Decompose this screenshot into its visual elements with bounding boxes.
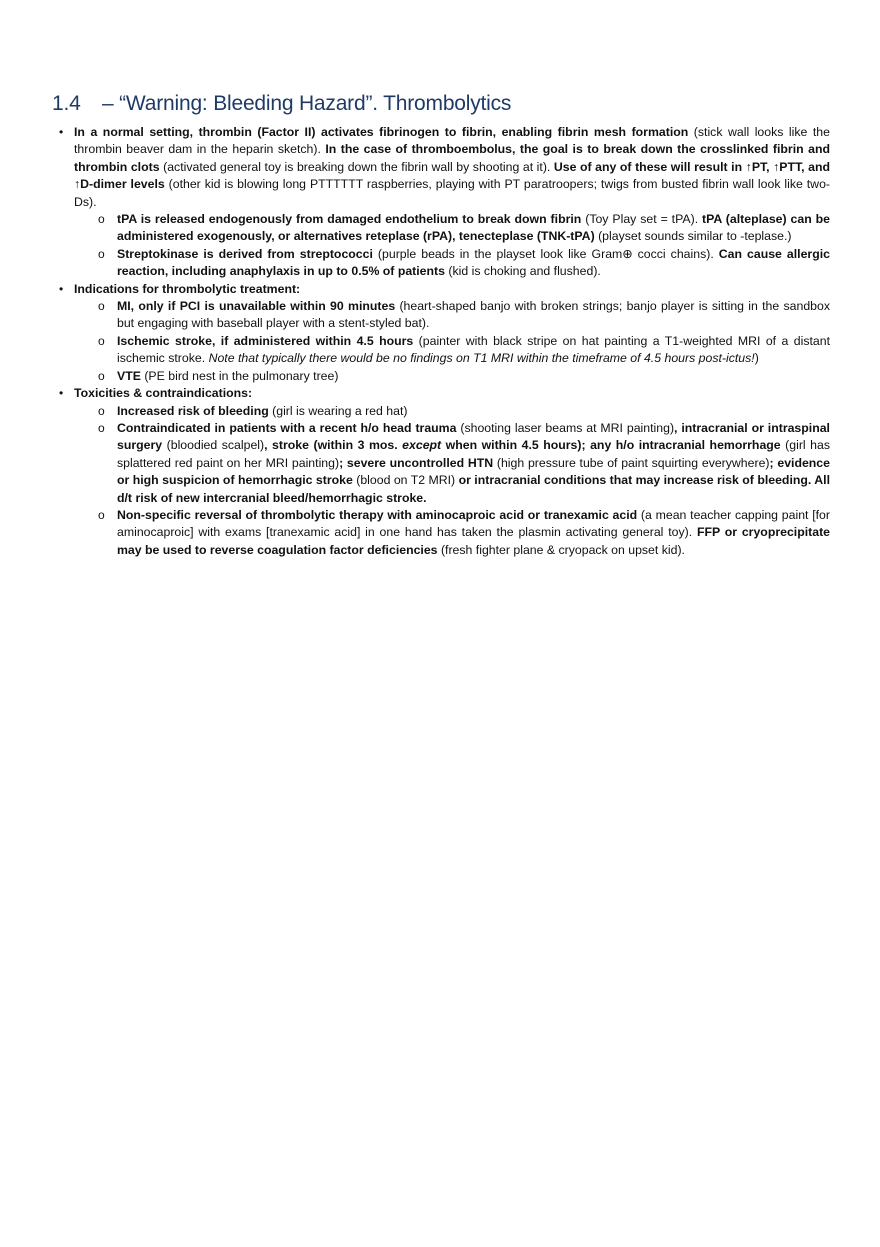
bold-text: Increased risk of bleeding [117,403,269,418]
bold-text: MI, only if PCI is unavailable within 90 minutes [117,299,396,314]
bold-text: FFP or cryoprecipitate may be used to reverse coagulation factor deficiencies [117,525,831,557]
circle-bullet-icon: o [98,403,105,418]
bold-text: , stroke (within 3 mos. [264,438,403,453]
sub-list [96,211,830,281]
text: (PE bird nest in the pulmonary tree) [140,368,339,383]
text: (playset sounds similar to -teplase.) [594,229,792,244]
text: (other kid is blowing long PTTTTTT raspberries, playing with PT paratroopers; twigs from busted fibrin wall look like two-Ds). [74,177,830,209]
section-number: 1.4 [52,92,81,115]
text: ) [754,351,759,366]
bullet-dot-icon: • [59,125,64,139]
sub-bullet-streptokinase [96,246,830,281]
text: (heart-shaped banjo with broken strings; banjo player is sitting in the sandbox but engaging with baseball player with a stent-styled bat). [117,299,830,331]
text: (girl has splattered red paint on her MRI painting) [117,438,830,470]
bullet-dot-icon: • [59,386,64,401]
sub-bullet-reversal [96,507,830,559]
sub-bullet-ischemic-stroke [96,333,830,368]
sub-bullet-mi [96,298,830,333]
bold-text: tPA is released endogenously from damaged endothelium to break down fibrin [117,212,582,227]
text: (kid is choking and flushed). [444,264,601,279]
bullet-thrombin-setting [52,124,830,281]
circle-bullet-icon: o [98,212,105,227]
bullet-indications [52,281,830,385]
section-title: – “Warning: Bleeding Hazard”. Thrombolytics [102,92,512,115]
main-bullet-list [52,124,830,559]
bold-text: In a normal setting, thrombin (Factor II) activates fibrinogen to fibrin, enabling fibrin mesh formation [74,125,689,139]
bold-text: Indications for thrombolytic treatment: [74,281,301,296]
bold-italic-text: except [402,438,442,453]
sub-bullet-bleeding-risk [96,403,830,420]
bold-text: In the case of thromboembolus, the goal is to break down the crosslinked fibrin and thrombin clots [74,142,830,174]
text: (bloodied scalpel) [162,438,265,453]
bold-text: , intracranial or intraspinal surgery [117,420,830,453]
bold-text: Contraindicated in patients with a recent h/o head trauma [117,420,457,435]
bold-text: VTE [117,368,141,383]
text: (a mean teacher capping paint [for aminocaproic] with exams [tranexamic acid] in one hand has taken the plasmin activating general toy). [117,507,830,540]
text: (stick wall looks like the thrombin beaver dam in the heparin sketch). [74,125,830,157]
bullet-toxicities [52,385,830,559]
circle-bullet-icon: o [98,246,105,261]
text: (fresh fighter plane & cryopack on upset kid). [437,542,685,557]
bold-text: Non-specific reversal of thrombolytic therapy with aminocaproic acid or tranexamic acid [117,507,638,522]
bold-text: tPA (alteplase) can be administered exogenously, or alternatives reteplase (rPA), tenecteplase (TNK-tPA) [117,212,831,244]
sub-list [96,298,830,385]
circle-bullet-icon: o [98,299,105,314]
sub-bullet-contraindications [96,420,830,507]
text: (activated general toy is breaking down the fibrin wall by shooting at it). [159,159,554,174]
circle-bullet-icon: o [98,420,105,435]
section-heading [52,92,830,116]
bold-text: ; evidence or high suspicion of hemorrhagic stroke [117,455,830,488]
text: (Toy Play set = tPA). [581,212,703,227]
text: (high pressure tube of paint squirting everywhere) [493,455,770,470]
bold-text: ; severe uncontrolled HTN [339,455,494,470]
text: (painter with black stripe on hat painting a T1-weighted MRI of a distant ischemic stroke. [117,333,830,366]
circle-bullet-icon: o [98,333,105,348]
bold-text: Can cause allergic reaction, including anaphylaxis in up to 0.5% of patients [117,246,830,279]
italic-text: Note that typically there would be no findings on T1 MRI within the timeframe of 4.5 hours post-ictus! [208,351,755,366]
bold-text: Use of any of these will result in ↑PT, ↑PTT, and ↑D-dimer levels [74,159,830,192]
bold-text: Toxicities & contraindications: [74,386,253,401]
bold-text: or intracranial conditions that may increase risk of bleeding. All d/t risk of new intercranial bleed/hemorrhagic stroke. [117,473,830,505]
sub-list [96,403,830,560]
bullet-dot-icon: • [59,281,64,296]
circle-bullet-icon: o [98,368,105,383]
bold-text: Ischemic stroke, if administered within 4.5 hours [117,333,414,348]
sub-bullet-vte [96,368,830,385]
bold-text: when within 4.5 hours); any h/o intracranial hemorrhage [441,438,781,453]
text: (blood on T2 MRI) [352,473,459,488]
bold-text: Streptokinase is derived from streptococci [117,246,373,261]
sub-bullet-tpa [96,211,830,246]
text: (shooting laser beams at MRI painting) [456,420,675,435]
circle-bullet-icon: o [98,507,105,522]
text: (purple beads in the playset look like Gram⊕ cocci chains). [372,246,719,261]
text: (girl is wearing a red hat) [268,403,408,418]
